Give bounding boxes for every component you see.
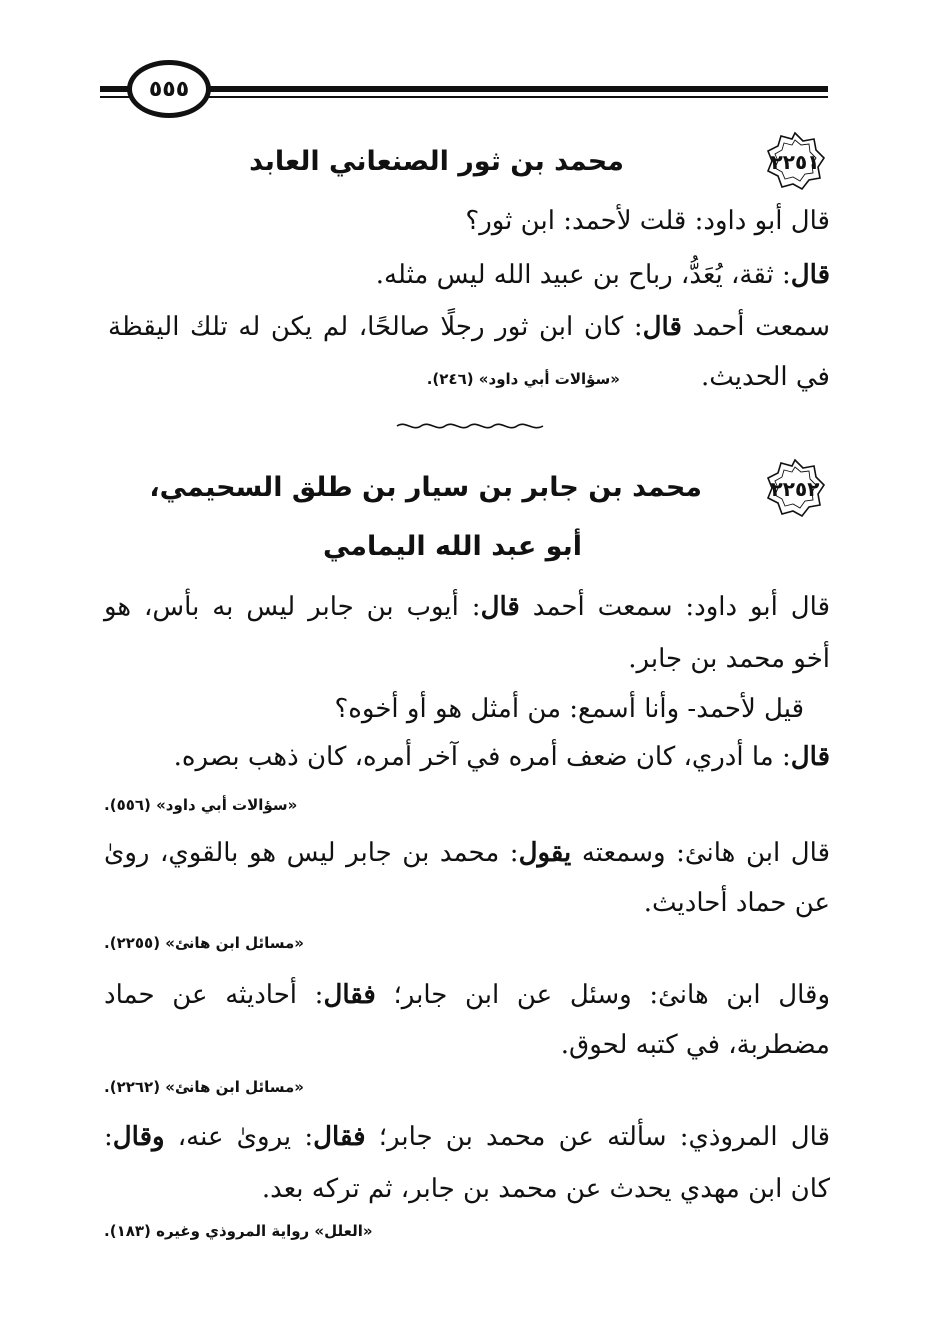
keyword: يقول	[518, 838, 572, 868]
entry-number-badge	[764, 131, 826, 193]
text-line	[644, 888, 830, 918]
page-number: ٥٥٥	[148, 76, 190, 102]
source-citation: «مسائل ابن هانئ» (٢٢٦٢).	[104, 1078, 304, 1096]
text-segment: قال أبو داود: سمعت أحمد	[519, 592, 831, 622]
entry-number: ٢٢٥٢	[770, 477, 820, 501]
entry-heading: محمد بن جابر بن سيار بن طلق السحيمي،	[149, 472, 702, 503]
entry-subheading: أبو عبد الله اليمامي	[322, 531, 582, 562]
text-segment: : أحاديثه عن حماد	[104, 980, 324, 1010]
text-segment: قال ابن هانئ: وسمعته	[571, 838, 830, 868]
text-line	[335, 694, 805, 724]
text-line	[701, 362, 830, 392]
text-segment: : أيوب بن جابر ليس به بأس، هو	[104, 592, 481, 622]
decorative-divider	[395, 419, 545, 433]
entry-heading: محمد بن ثور الصنعاني العابد	[249, 146, 624, 177]
text-segment: قال أبو داود: قلت لأحمد: ابن ثور؟	[465, 206, 830, 236]
source-citation: «العلل» رواية المروذي وغيره (١٨٣).	[104, 1222, 373, 1240]
page-number-badge	[127, 60, 211, 118]
text-segment: كان ابن مهدي يحدث عن محمد بن جابر، ثم تركه بعد.	[261, 1174, 830, 1204]
text-segment: : ثقة، يُعَدُّ، رباح بن عبيد الله ليس مثله.	[375, 260, 791, 290]
text-line	[628, 644, 830, 674]
text-line	[104, 980, 830, 1010]
keyword: قال	[480, 592, 520, 622]
text-line	[376, 260, 830, 290]
text-segment: : كان ابن ثور رجلًا صالحًا، لم يكن له تلك اليقظة	[108, 312, 643, 342]
text-segment: قيل لأحمد- وأنا أسمع: من أمثل هو أو أخوه؟	[334, 694, 804, 724]
keyword: وقال	[112, 1122, 165, 1152]
source-citation: «سؤالات أبي داود» (٢٤٦).	[426, 370, 620, 388]
keyword: قال	[642, 312, 682, 342]
text-line	[262, 1174, 830, 1204]
keyword: قال	[790, 260, 830, 290]
text-segment: : يروىٰ عنه،	[164, 1122, 314, 1152]
text-segment: : محمد بن جابر ليس هو بالقوي، روىٰ	[104, 838, 519, 868]
keyword: فقال	[323, 980, 376, 1010]
text-segment: في الحديث.	[701, 362, 830, 392]
text-segment: وقال ابن هانئ: وسئل عن ابن جابر؛	[375, 980, 830, 1010]
text-line	[465, 206, 830, 236]
keyword: قال	[790, 742, 830, 772]
entry-number: ٢٢٥١	[770, 150, 820, 174]
text-line	[108, 312, 830, 342]
text-line	[104, 592, 830, 622]
text-line	[104, 1122, 830, 1152]
text-segment: عن حماد أحاديث.	[643, 888, 830, 918]
text-line	[174, 742, 830, 772]
text-segment: سمعت أحمد	[681, 312, 830, 342]
text-segment: : ما أدري، كان ضعف أمره في آخر أمره، كان ذهب بصره.	[173, 742, 791, 772]
text-segment: أخو محمد بن جابر.	[628, 644, 830, 674]
text-segment: مضطربة، في كتبه لحوق.	[560, 1030, 830, 1060]
text-segment: :	[104, 1122, 113, 1152]
source-citation: «سؤالات أبي داود» (٥٥٦).	[104, 796, 298, 814]
text-line	[104, 838, 830, 868]
source-citation: «مسائل ابن هانئ» (٢٢٥٥).	[104, 934, 304, 952]
entry-number-badge	[764, 458, 826, 520]
keyword: فقال	[313, 1122, 366, 1152]
text-line	[561, 1030, 830, 1060]
text-segment: قال المروذي: سألته عن محمد بن جابر؛	[365, 1122, 831, 1152]
